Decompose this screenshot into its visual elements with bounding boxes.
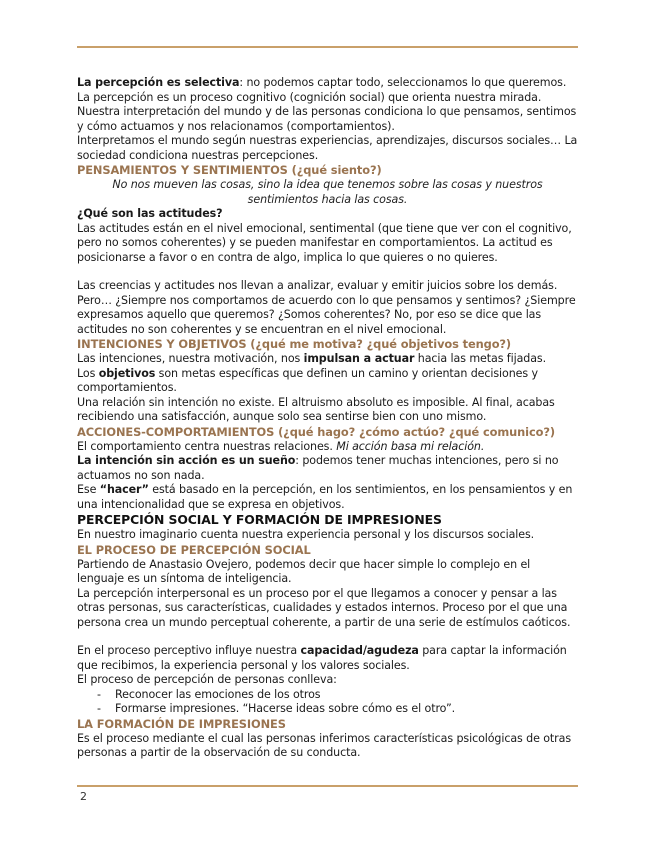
paragraph: Ese “hacer” está basado en la percepción, en los sentimientos, en los pensamientos y en una intencionalidad que se expresa en objetivos.	[77, 483, 573, 511]
paragraph: La percepción es un proceso cognitivo (cognición social) que orienta nuestra mirada. Nuestra interpretación del mundo y de las personas condiciona lo que pensamos, sentimos y cómo actuamos y nos relacionamos (comportamientos).	[77, 90, 577, 133]
bullet-list	[77, 688, 578, 717]
spacer	[77, 265, 578, 279]
page-number: 2	[80, 790, 87, 803]
paragraph: El proceso de percepción de personas conlleva:	[77, 673, 337, 686]
section-heading-formacion: LA FORMACIÓN DE IMPRESIONES	[77, 716, 286, 731]
paragraph: Los objetivos son metas específicas que definen un camino y orientan decisiones y comportamientos.	[77, 366, 538, 394]
section-heading-intenciones: INTENCIONES Y OBJETIVOS (¿qué me motiva? ¿qué objetivos tengo?)	[77, 337, 512, 351]
list-item: - Formarse impresiones. “Hacerse ideas sobre cómo es el otro”.	[97, 702, 456, 715]
header-rule	[77, 46, 578, 48]
section-heading-acciones: ACCIONES-COMPORTAMIENTOS (¿qué hago? ¿cómo actúo? ¿qué comunico?)	[77, 424, 555, 439]
paragraph: Las actitudes están en el nivel emocional, sentimental (que tiene que ver con el cognitivo, pero no somos coherentes) y se pueden manifestar en comportamientos. La actitud es posicionarse a favor o en contra de algo, implica lo que quieres o no quieres.	[77, 221, 572, 264]
paragraph: La percepción interpersonal es un proceso por el que llegamos a conocer y pensar a las otras personas, sus características, cualidades y estados internos. Proceso por el que una persona crea un mundo perceptual coherente, a partir de una serie de estímulos caóticos.	[77, 586, 571, 629]
paragraph: Es el proceso mediante el cual las personas inferimos características psicológicas de otras personas a partir de la observación de su conducta.	[77, 731, 572, 759]
dash-bullet: -	[97, 687, 101, 701]
paragraph: Partiendo de Anastasio Ovejero, podemos decir que hacer simple lo complejo en el lenguaje es un síntoma de inteligencia.	[77, 557, 531, 585]
paragraph: La intención sin acción es un sueño: podemos tener muchas intenciones, pero si no actuamos no son nada.	[77, 454, 559, 482]
paragraph: Las intenciones, nuestra motivación, nos impulsan a actuar hacia las metas fijadas.	[77, 352, 547, 365]
paragraph: La percepción es selectiva: no podemos captar todo, seleccionamos lo que queremos.	[77, 76, 567, 89]
paragraph: El comportamiento centra nuestras relaciones. Mi acción basa mi relación.	[77, 439, 485, 453]
spacer	[77, 630, 578, 644]
paragraph: Interpretamos el mundo según nuestras experiencias, aprendizajes, discursos sociales… La sociedad condiciona nuestras percepciones.	[77, 134, 578, 162]
paragraph: Las creencias y actitudes nos llevan a analizar, evaluar y emitir juicios sobre los demás. Pero… ¿Siempre nos comportamos de acuerdo con lo que pensamos y sentimos? ¿Siempre expresamos aquello que queremos? ¿Somos coherentes? No, por eso se dice que las actitudes no son coherentes y se encuentran en el nivel emocional.	[77, 279, 576, 336]
section-heading-proceso: EL PROCESO DE PERCEPCIÓN SOCIAL	[77, 542, 311, 557]
list-item: - Reconocer las emociones de los otros	[97, 687, 321, 701]
section-heading-pensamientos: PENSAMIENTOS Y SENTIMIENTOS (¿qué siento?)	[77, 163, 382, 177]
paragraph: En nuestro imaginario cuenta nuestra experiencia personal y los discursos sociales.	[77, 528, 535, 541]
main-heading-percepcion-social: PERCEPCIÓN SOCIAL Y FORMACIÓN DE IMPRESIONES	[77, 512, 442, 527]
paragraph: Una relación sin intención no existe. El altruismo absoluto es imposible. Al final, acabas recibiendo una satisfacción, aunque solo sea sentirse bien con uno mismo.	[77, 395, 555, 423]
quote: No nos mueven las cosas, sino la idea que tenemos sobre las cosas y nuestros sentimientos hacia las cosas.	[112, 178, 543, 206]
page-body	[77, 76, 578, 761]
footer-rule	[77, 785, 578, 787]
subheading-actitudes: ¿Qué son las actitudes?	[77, 207, 223, 220]
paragraph: En el proceso perceptivo influye nuestra capacidad/agudeza para captar la información que recibimos, la experiencia personal y los valores sociales.	[77, 644, 567, 672]
dash-bullet: -	[97, 702, 101, 715]
